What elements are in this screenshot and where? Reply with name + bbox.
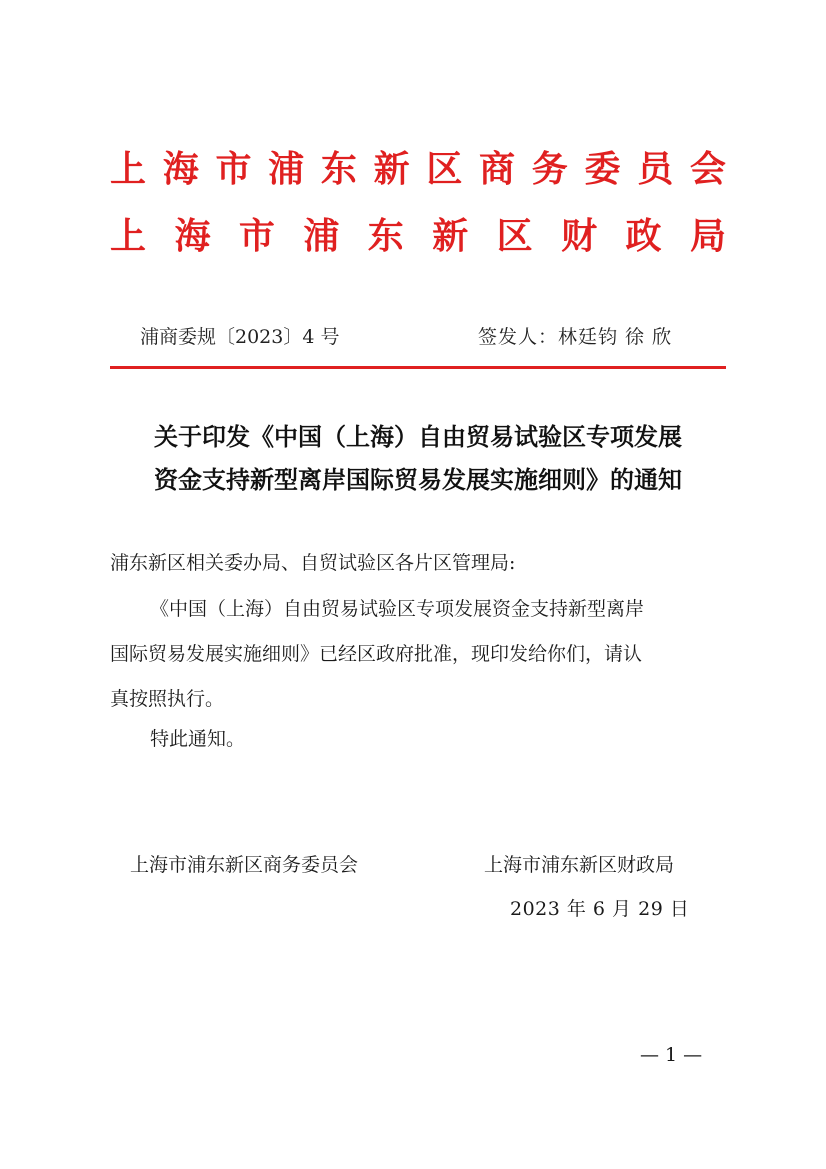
issuer-char: 区 — [496, 216, 533, 257]
body-paragraph-line: 《中国（上海）自由贸易试验区专项发展资金支持新型离岸 — [150, 598, 645, 620]
closing-remark: 特此通知。 — [150, 728, 246, 750]
issuer-char: 商 — [479, 149, 516, 190]
issuer-char: 东 — [367, 216, 404, 257]
issuer-char: 员 — [637, 149, 674, 190]
red-divider-line — [110, 366, 726, 369]
issuer-char: 政 — [625, 216, 662, 257]
issuer-name-finance — [110, 215, 726, 259]
salutation: 浦东新区相关委办局、自贸试验区各片区管理局: — [110, 552, 516, 574]
issuer-char: 局 — [689, 216, 726, 257]
signoff-org-commerce: 上海市浦东新区商务委员会 — [130, 854, 359, 876]
issuer-char: 新 — [432, 216, 469, 257]
document-number: 浦商委规〔2023〕4 号 — [140, 326, 340, 348]
body-paragraph-line: 国际贸易发展实施细则》已经区政府批准，现印发给你们，请认 — [110, 643, 643, 665]
document-title-line-2: 资金支持新型离岸国际贸易发展实施细则》的通知 — [154, 466, 682, 494]
issuer-name-commerce — [110, 148, 726, 192]
issuer-char: 区 — [426, 149, 463, 190]
signoff-date: 2023 年 6 月 29 日 — [510, 898, 690, 920]
issuer-char: 财 — [561, 216, 598, 257]
issuer-char: 新 — [373, 149, 410, 190]
issuer-char: 市 — [238, 216, 275, 257]
issuer-char: 海 — [174, 216, 211, 257]
issuer-char: 委 — [584, 149, 621, 190]
issuer-char: 上 — [110, 149, 147, 190]
document-title-line-1: 关于印发《中国（上海）自由贸易试验区专项发展 — [154, 423, 682, 451]
page-number: — 1 — — [640, 1044, 703, 1066]
issuer-char: 市 — [215, 149, 252, 190]
issuer-char: 上 — [110, 216, 147, 257]
issuer-char: 务 — [531, 149, 568, 190]
issuer-char: 海 — [162, 149, 199, 190]
issuer-char: 浦 — [303, 216, 340, 257]
signer: 签发人：林廷钧 徐 欣 — [478, 326, 673, 348]
issuer-char: 东 — [320, 149, 357, 190]
issuer-char: 浦 — [268, 149, 305, 190]
body-paragraph-line: 真按照执行。 — [110, 688, 225, 710]
issuer-char: 会 — [689, 149, 726, 190]
signoff-org-finance: 上海市浦东新区财政局 — [484, 854, 675, 876]
